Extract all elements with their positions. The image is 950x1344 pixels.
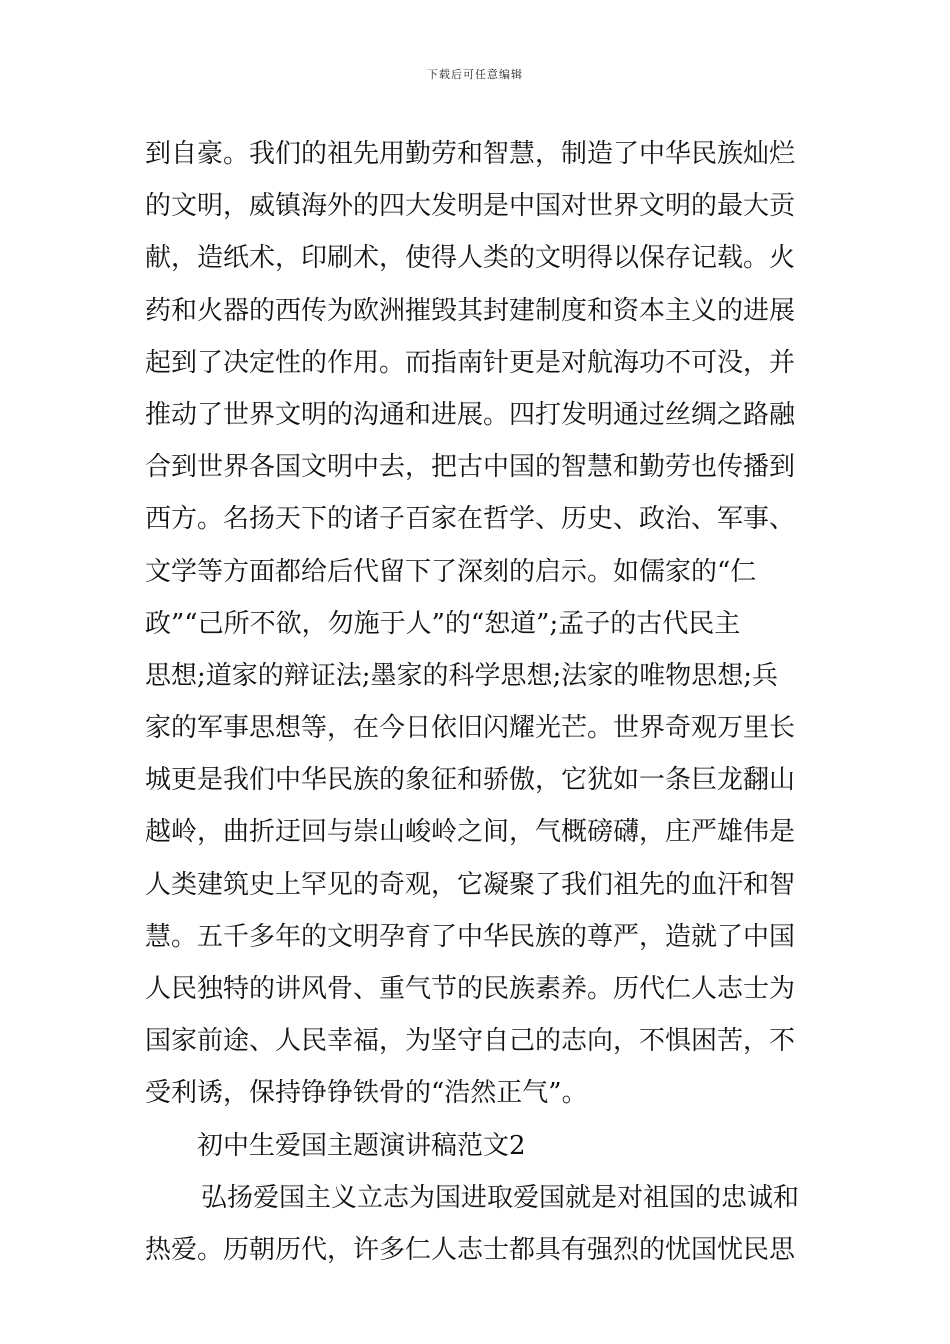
text-line: 思想;道家的辩证法;墨家的科学思想;法家的唯物思想;兵 bbox=[145, 660, 779, 691]
page-header-note: 下载后可任意编辑 bbox=[427, 68, 523, 81]
text-line: 献，造纸术，印刷术，使得人类的文明得以保存记载。火 bbox=[145, 243, 796, 274]
text-line: 人民独特的讲风骨、重气节的民族素养。历代仁人志士为 bbox=[145, 974, 796, 1004]
text-line: 合到世界各国文明中去，把古中国的智慧和勤劳也传播到 bbox=[145, 452, 796, 483]
text-line: 人类建筑史上罕见的奇观，它凝聚了我们祖先的血汗和智 bbox=[145, 869, 796, 900]
text-line: 到自豪。我们的祖先用勤劳和智慧，制造了中华民族灿烂 bbox=[145, 139, 796, 169]
text-line: 受利诱，保持铮铮铁骨的“浩然正气”。 bbox=[145, 1078, 588, 1109]
text-line: 慧。五千多年的文明孕育了中华民族的尊严，造就了中国 bbox=[145, 921, 796, 952]
section-title: 初中生爱国主题演讲稿范文2 bbox=[197, 1130, 526, 1161]
text-line: 家的军事思想等，在今日依旧闪耀光芒。世界奇观万里长 bbox=[145, 713, 796, 744]
text-line: 推动了世界文明的沟通和进展。四打发明通过丝绸之路融 bbox=[145, 399, 796, 430]
text-line: 起到了决定性的作用。而指南针更是对航海功不可没，并 bbox=[145, 347, 796, 378]
text-line: 西方。名扬天下的诸子百家在哲学、历史、政治、军事、 bbox=[145, 504, 796, 535]
document-body bbox=[145, 128, 810, 1276]
text-line: 药和火器的西传为欧洲摧毁其封建制度和资本主义的进展 bbox=[145, 295, 796, 326]
text-line: 文学等方面都给后代留下了深刻的启示。如儒家的“仁 bbox=[145, 556, 757, 587]
text-line: 的文明，威镇海外的四大发明是中国对世界文明的最大贡 bbox=[145, 191, 796, 222]
text-line: 国家前途、人民幸福，为坚守自己的志向，不惧困苦，不 bbox=[145, 1026, 796, 1057]
text-line: 城更是我们中华民族的象征和骄傲，它犹如一条巨龙翻山 bbox=[145, 765, 796, 796]
text-line: 越岭，曲折迂回与崇山峻岭之间，气概磅礴，庄严雄伟是 bbox=[145, 817, 796, 848]
text-line: 热爱。历朝历代，许多仁人志士都具有强烈的忧国忧民思 bbox=[145, 1234, 796, 1265]
text-line: 政”“己所不欲，勿施于人”的“恕道”;孟子的古代民主 bbox=[145, 608, 741, 639]
text-line: 弘扬爱国主义立志为国进取爱国就是对祖国的忠诚和 bbox=[201, 1182, 800, 1213]
